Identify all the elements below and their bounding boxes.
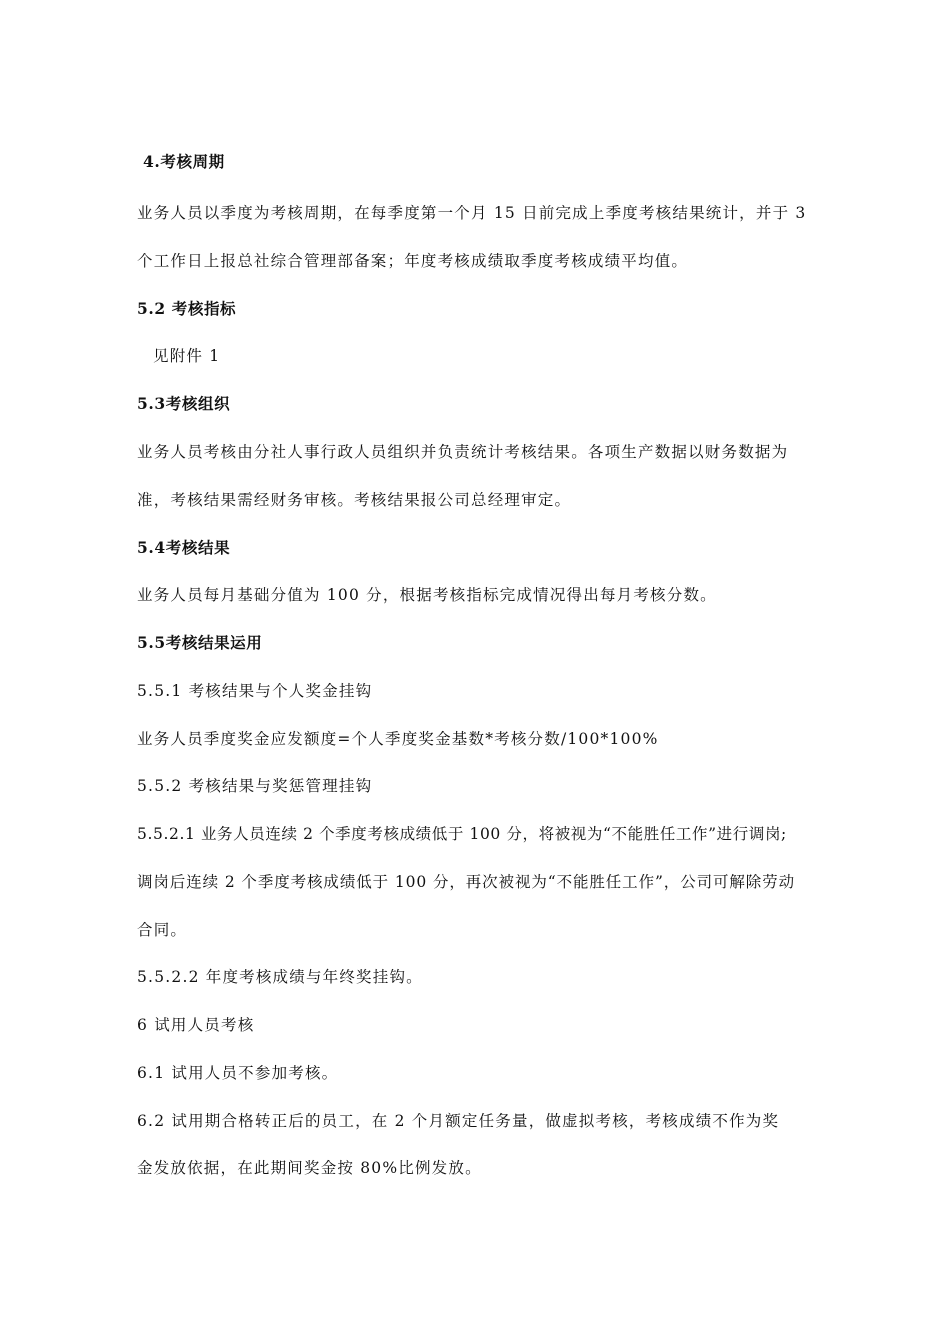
paragraph-line: 业务人员季度奖金应发额度=个人季度奖金基数*考核分数/100*100% [137, 730, 659, 748]
paragraph-line: 金发放依据，在此期间奖金按 80%比例发放。 [137, 1159, 482, 1177]
paragraph-line: 6.2 试用期合格转正后的员工，在 2 个月额定任务量，做虚拟考核，考核成绩不作为奖 [137, 1112, 780, 1130]
paragraph-line: 5.5.2.2 年度考核成绩与年终奖挂钩。 [137, 968, 423, 986]
paragraph-line: 调岗后连续 2 个季度考核成绩低于 100 分，再次被视为“不能胜任工作”，公司可解除劳动 [137, 873, 796, 891]
section-heading-4: 4.考核周期 [143, 152, 225, 171]
subsection-heading-5-5-2: 5.5.2 考核结果与奖惩管理挂钩 [137, 777, 373, 795]
section-heading-5-5: 5.5考核结果运用 [137, 633, 263, 652]
section-heading-5-4: 5.4考核结果 [137, 538, 231, 557]
paragraph-line: 业务人员以季度为考核周期，在每季度第一个月 15 日前完成上季度考核结果统计，并于 3 [137, 204, 807, 222]
section-heading-5-3: 5.3考核组织 [137, 394, 231, 413]
section-heading-6: 6 试用人员考核 [137, 1016, 255, 1034]
subsection-heading-5-5-1: 5.5.1 考核结果与个人奖金挂钩 [137, 682, 373, 700]
paragraph-line: 业务人员每月基础分值为 100 分，根据考核指标完成情况得出每月考核分数。 [137, 586, 717, 604]
paragraph-line: 业务人员考核由分社人事行政人员组织并负责统计考核结果。各项生产数据以财务数据为 [137, 443, 789, 461]
section-heading-5-2: 5.2 考核指标 [137, 299, 237, 318]
paragraph-line: 6.1 试用人员不参加考核。 [137, 1064, 339, 1082]
paragraph-line: 合同。 [137, 921, 188, 939]
paragraph-line: 准，考核结果需经财务审核。考核结果报公司总经理审定。 [137, 491, 572, 509]
paragraph-line: 见附件 1 [153, 347, 221, 365]
paragraph-line: 5.5.2.1 业务人员连续 2 个季度考核成绩低于 100 分，将被视为“不能胜任工作”进行调岗; [137, 825, 787, 843]
paragraph-line: 个工作日上报总社综合管理部备案；年度考核成绩取季度考核成绩平均值。 [137, 252, 689, 270]
